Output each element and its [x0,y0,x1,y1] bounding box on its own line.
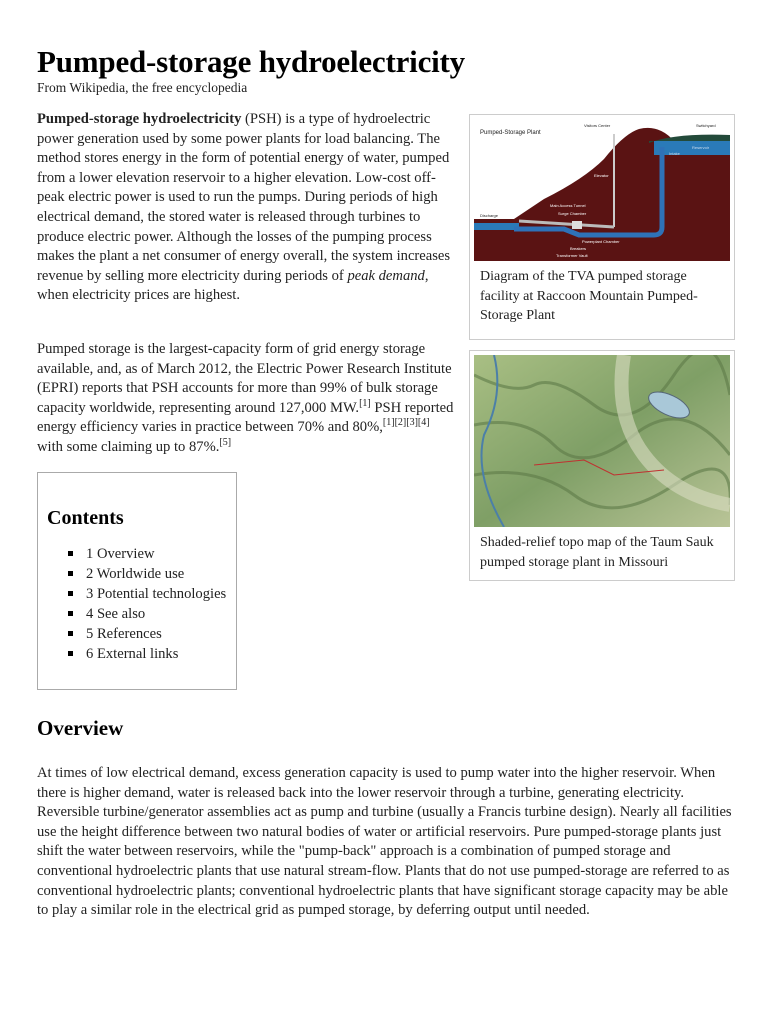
diagram-label: Surge Chamber [558,211,587,216]
toc-item-references[interactable]: 5 References [68,624,236,644]
diagram-label: Breakers [570,246,587,251]
figure-caption: Shaded-relief topo map of the Taum Sauk pumped storage plant in Missouri [480,535,714,570]
diagram-label: Switchyard [696,123,716,128]
diagram-label: Main Access Tunnel [550,203,586,208]
diagram-label: Intake [669,151,680,156]
peak-demand-link[interactable]: peak demand [347,267,425,284]
reference-link[interactable]: [1] [359,397,371,409]
reference-link[interactable]: [1][2][3][4] [382,417,430,429]
toc-item-potential-technologies[interactable]: 3 Potential technologies [68,584,236,604]
toc-item-overview[interactable]: 1 Overview [68,544,236,564]
contents-list [38,544,236,664]
diagram-label: Visitors Center [584,123,611,128]
toc-item-external-links[interactable]: 6 External links [68,644,236,664]
reference-link[interactable]: [5] [219,437,232,449]
diagram-label: Reservoir [692,145,710,150]
contents-heading: Contents [47,507,124,529]
toc-item-see-also[interactable]: 4 See also [68,604,236,624]
diagram-title: Pumped-Storage Plant [480,130,541,136]
efficiency-text: PSH reported energy efficiency varies in practice between 70% and 80%, [37,399,454,436]
figure-topo-map [469,350,735,581]
intro-paragraph [37,110,457,306]
table-of-contents [37,472,237,690]
figure-caption: Diagram of the TVA pumped storage facility at Raccoon Mountain Pumped-Storage Plant [480,269,698,323]
diagram-label: Transformer Vault [556,253,588,258]
toc-item-worldwide-use[interactable]: 2 Worldwide use [68,564,236,584]
pumped-storage-diagram[interactable] [474,119,730,261]
page-subtitle: From Wikipedia, the free encyclopedia [37,80,248,95]
bold-term: Pumped-storage hydroelectricity [37,111,242,127]
capacity-text: Pumped storage is the largest-capacity form of grid energy storage available, and, as of March 2012, the Electric Power Research Institute (EPRI) reports that PSH accounts for more than 99% of bulk storage capacity worldwide, representing around 127,000 MW. [37,341,452,416]
claim-text: with some claiming up to 87%. [37,438,220,455]
diagram-label: Elevator [594,173,609,178]
topo-map-image[interactable] [474,355,730,527]
diagram-label: Powerplant Chamber [582,239,620,244]
intro-text: (PSH) is a type of hydroelectric power generation used by some power plants for load balancing. The method stores energy in the form of potential energy of water, pumped from a lower elevation reservoir to a higher elevation. Low-cost off-peak electric power is used to run the pumps. During periods of high electrical demand, the stored water is released through turbines to produce electric power. Although the losses of the pumping process makes the plant a net consumer of energy overall, the system increases revenue by selling more electricity during periods of [37,111,451,284]
diagram-label: Discharge [480,213,499,218]
overview-paragraph: At times of low electrical demand, excess generation capacity is used to pump water into the higher reservoir. When there is higher demand, water is released back into the lower reservoir through a turbine, generating electricity. Reversible turbine/generator assemblies act as pump and turbine (usually a Francis turbine design). Nearly all facilities use the height difference between two natural bodies of water or artificial reservoirs. Pure pumped-storage plants just shift the water between reservoirs, while the "pump-back" approach is a combination of pumped storage and conventional hydroelectric plants that use natural stream-flow. Plants that do not use pumped-storage are referred to as conventional hydroelectric plants; conventional hydroelectric plants that have significant storage capacity may be able to play a similar role in the electrical grid as pumped storage, by deferring output until needed. [37,765,732,919]
page-title: Pumped-storage hydroelectricity [37,44,465,79]
figure-tva-diagram [469,114,735,340]
capacity-paragraph [37,340,457,458]
overview-heading: Overview [37,716,124,740]
intro-text-end: , when electricity prices are highest. [37,267,429,304]
